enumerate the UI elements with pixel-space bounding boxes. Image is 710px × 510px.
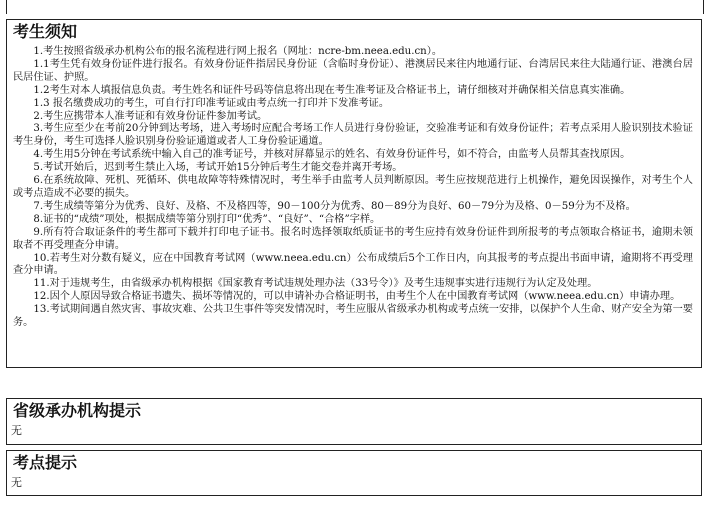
notice-box (6, 43, 702, 368)
notice-item: 4.考生用5分钟在考试系统中输入自己的准考证号，并核对屏幕显示的姓名、有效身份证件号，如不符合，由监考人员帮其查找原因。 (33, 149, 631, 161)
notice-item: 10.若考生对分数有疑义，应在中国教育考试网（www.neea.edu.cn）公布成绩后5个工作日内，向其报考的考点提出书面申请，逾期将不再受理查分申请。 (13, 252, 693, 277)
site-tip-title: 考点提示 (6, 450, 702, 476)
notice-item: 3.考生应至少在考前20分钟到达考场，进入考场时应配合考场工作人员进行身份验证，交验准考证和有效身份证件；若考点采用人脸识别技术验证考生身份，考生可选择人脸识别身份验证通道或者人工身份验证通道。 (13, 123, 693, 148)
previous-section-remnant (6, 0, 704, 14)
notice-item: 1.考生按照省级承办机构公布的报名流程进行网上报名（网址：ncre-bm.neea.edu.cn）。 (33, 46, 443, 57)
provincial-tip-box (6, 422, 702, 445)
notice-item: 13.考试期间遇自然灾害、事故灾难、公共卫生事件等突发情况时，考生应服从省级承办机构或考点统一安排，以保护个人生命、财产安全为第一要务。 (13, 304, 693, 329)
provincial-tip-title: 省级承办机构提示 (6, 398, 702, 424)
notice-item: 6.在系统故障、死机、死循环、供电故障等特殊情况时，考生举手由监考人员判断原因。考生应按规范进行上机操作，避免因误操作，对考生个人或考点造成不必要的损失。 (13, 175, 693, 199)
notice-item: 12.因个人原因导致合格证书遗失、损坏等情况的，可以申请补办合格证明书，由考生个人在中国教育考试网（www.neea.edu.cn）申请办理。 (33, 291, 681, 303)
notice-item: 8.证书的“成绩”项处，根据成绩等第分别打印“优秀”、“良好”、“合格”字样。 (33, 213, 381, 225)
notice-item: 1.1考生凭有效身份证件进行报名。有效身份证件指居民身份证（含临时身份证）、港澳居民来往内地通行证、台湾居民来往大陆通行证、港澳台居民居住证、护照。 (13, 58, 693, 83)
notice-item: 9.所有符合取证条件的考生都可下载并打印电子证书。报名时选择领取纸质证书的考生应持有效身份证件到所报考的考点领取合格证书，逾期未领取者不再受理查分申请。 (13, 226, 693, 251)
notice-title: 考生须知 (6, 19, 702, 45)
notice-item: 1.3 报名缴费成功的考生，可自行打印准考证或由考点统一打印并下发准考证。 (33, 97, 390, 109)
notice-item: 1.2考生对本人填报信息负责。考生姓名和证件号码等信息将出现在考生准考证及合格证书上，请仔细核对并确保相关信息真实准确。 (33, 84, 631, 96)
notice-item: 5.考试开始后，迟到考生禁止入场，考试开始15分钟后考生才能交卷并离开考场。 (33, 162, 403, 174)
notice-item: 11.对于违规考生，由省级承办机构根据《国家教育考试违规处理办法（33号令）》及考生违规事实进行违规行为认定及处理。 (33, 278, 598, 290)
provincial-tip-value: 无 (11, 424, 22, 437)
notice-item: 2.考生应携带本人准考证和有效身份证件参加考试。 (33, 110, 268, 122)
notice-body (7, 43, 701, 330)
site-tip-box (6, 474, 702, 496)
notice-item: 7.考生成绩等第分为优秀、良好、及格、不及格四等，90－100分为优秀、80－89分为良好、60－79分为及格、0－59分为不及格。 (33, 200, 636, 212)
site-tip-value: 无 (11, 476, 22, 489)
